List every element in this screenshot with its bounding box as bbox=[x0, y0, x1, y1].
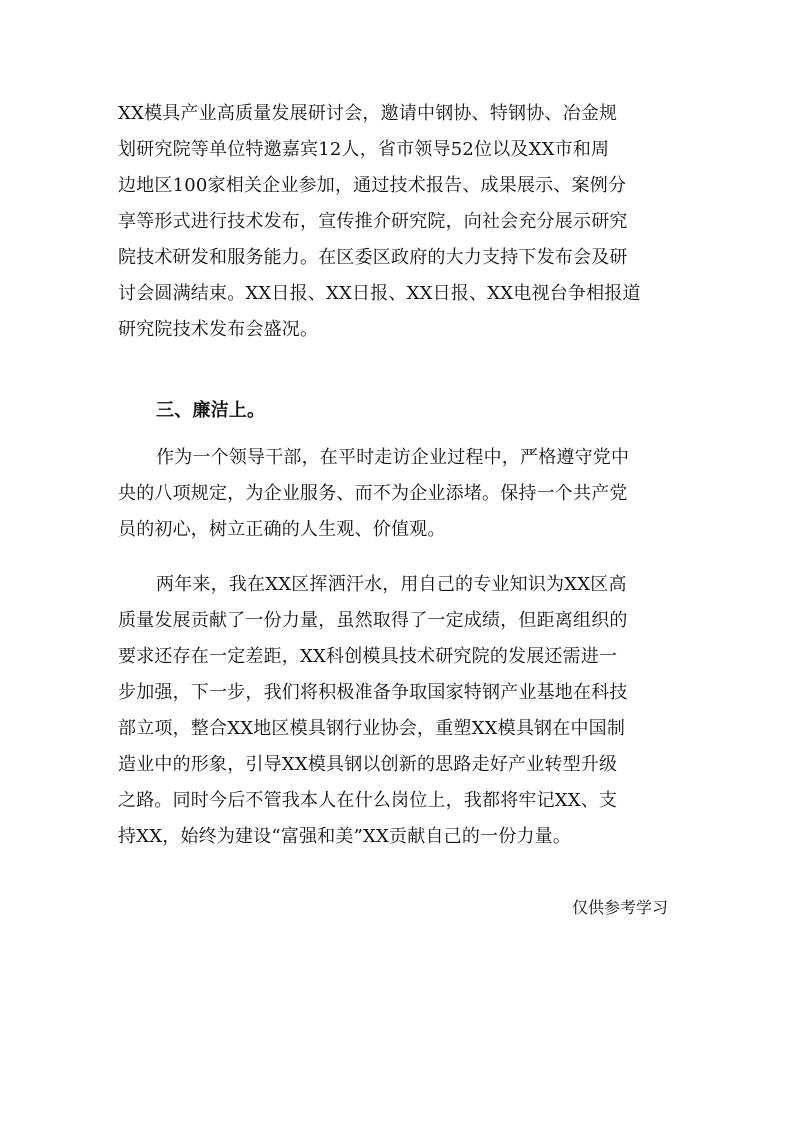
paragraph-line: 造业中的形象，引导XX模具钢以创新的思路走好产业转型升级 bbox=[118, 754, 618, 775]
paragraph-line: 两年来，我在XX区挥洒汗水，用自己的专业知识为XX区高 bbox=[156, 574, 627, 595]
paragraph-conference bbox=[118, 96, 678, 348]
paragraph-line: 央的八项规定，为企业服务、而不为企业添堵。保持一个共产党 bbox=[118, 483, 628, 504]
paragraph-line: 部立项，整合XX地区模具钢行业协会，重塑XX模具钢在中国制 bbox=[118, 718, 626, 739]
section-heading-integrity bbox=[118, 393, 678, 429]
paragraph-line: 之路。同时今后不管我本人在什么岗位上，我都将牢记XX、支 bbox=[118, 790, 618, 811]
paragraph-line: 院技术研发和服务能力。在区委区政府的大力支持下发布会及研 bbox=[118, 247, 628, 268]
footer-note: 仅供参考学习 bbox=[571, 898, 668, 917]
paragraph-line: 研究院技术发布会盛况。 bbox=[118, 319, 319, 340]
paragraph-line: 划研究院等单位特邀嘉宾12人，省市领导52位以及XX市和周 bbox=[118, 139, 610, 160]
paragraph-integrity bbox=[118, 440, 678, 548]
paragraph-line: 持XX，始终为建设“富强和美”XX贡献自己的一份力量。 bbox=[118, 826, 572, 847]
section-heading: 三、廉洁上。 bbox=[156, 400, 266, 421]
paragraph-line: 员的初心，树立正确的人生观、价值观。 bbox=[118, 519, 446, 540]
paragraph-line: 步加强，下一步，我们将积极准备争取国家特钢产业基地在科技 bbox=[118, 682, 628, 703]
paragraph-line: 讨会圆满结束。XX日报、XX日报、XX日报、XX电视台争相报道 bbox=[118, 283, 641, 304]
paragraph-line: 要求还存在一定差距，XX科创模具技术研究院的发展还需进一 bbox=[118, 646, 618, 667]
paragraph-line: 边地区100家相关企业参加，通过技术报告、成果展示、案例分 bbox=[118, 175, 627, 196]
paragraph-line: 享等形式进行技术发布，宣传推介研究院，向社会充分展示研究 bbox=[118, 211, 628, 232]
paragraph-line: 作为一个领导干部，在平时走访企业过程中，严格遵守党中 bbox=[156, 447, 630, 468]
paragraph-line: 质量发展贡献了一份力量，虽然取得了一定成绩，但距离组织的 bbox=[118, 610, 628, 631]
paragraph-summary bbox=[118, 567, 678, 855]
paragraph-line: XX模具产业高质量发展研讨会，邀请中钢协、特钢协、冶金规 bbox=[118, 103, 618, 124]
